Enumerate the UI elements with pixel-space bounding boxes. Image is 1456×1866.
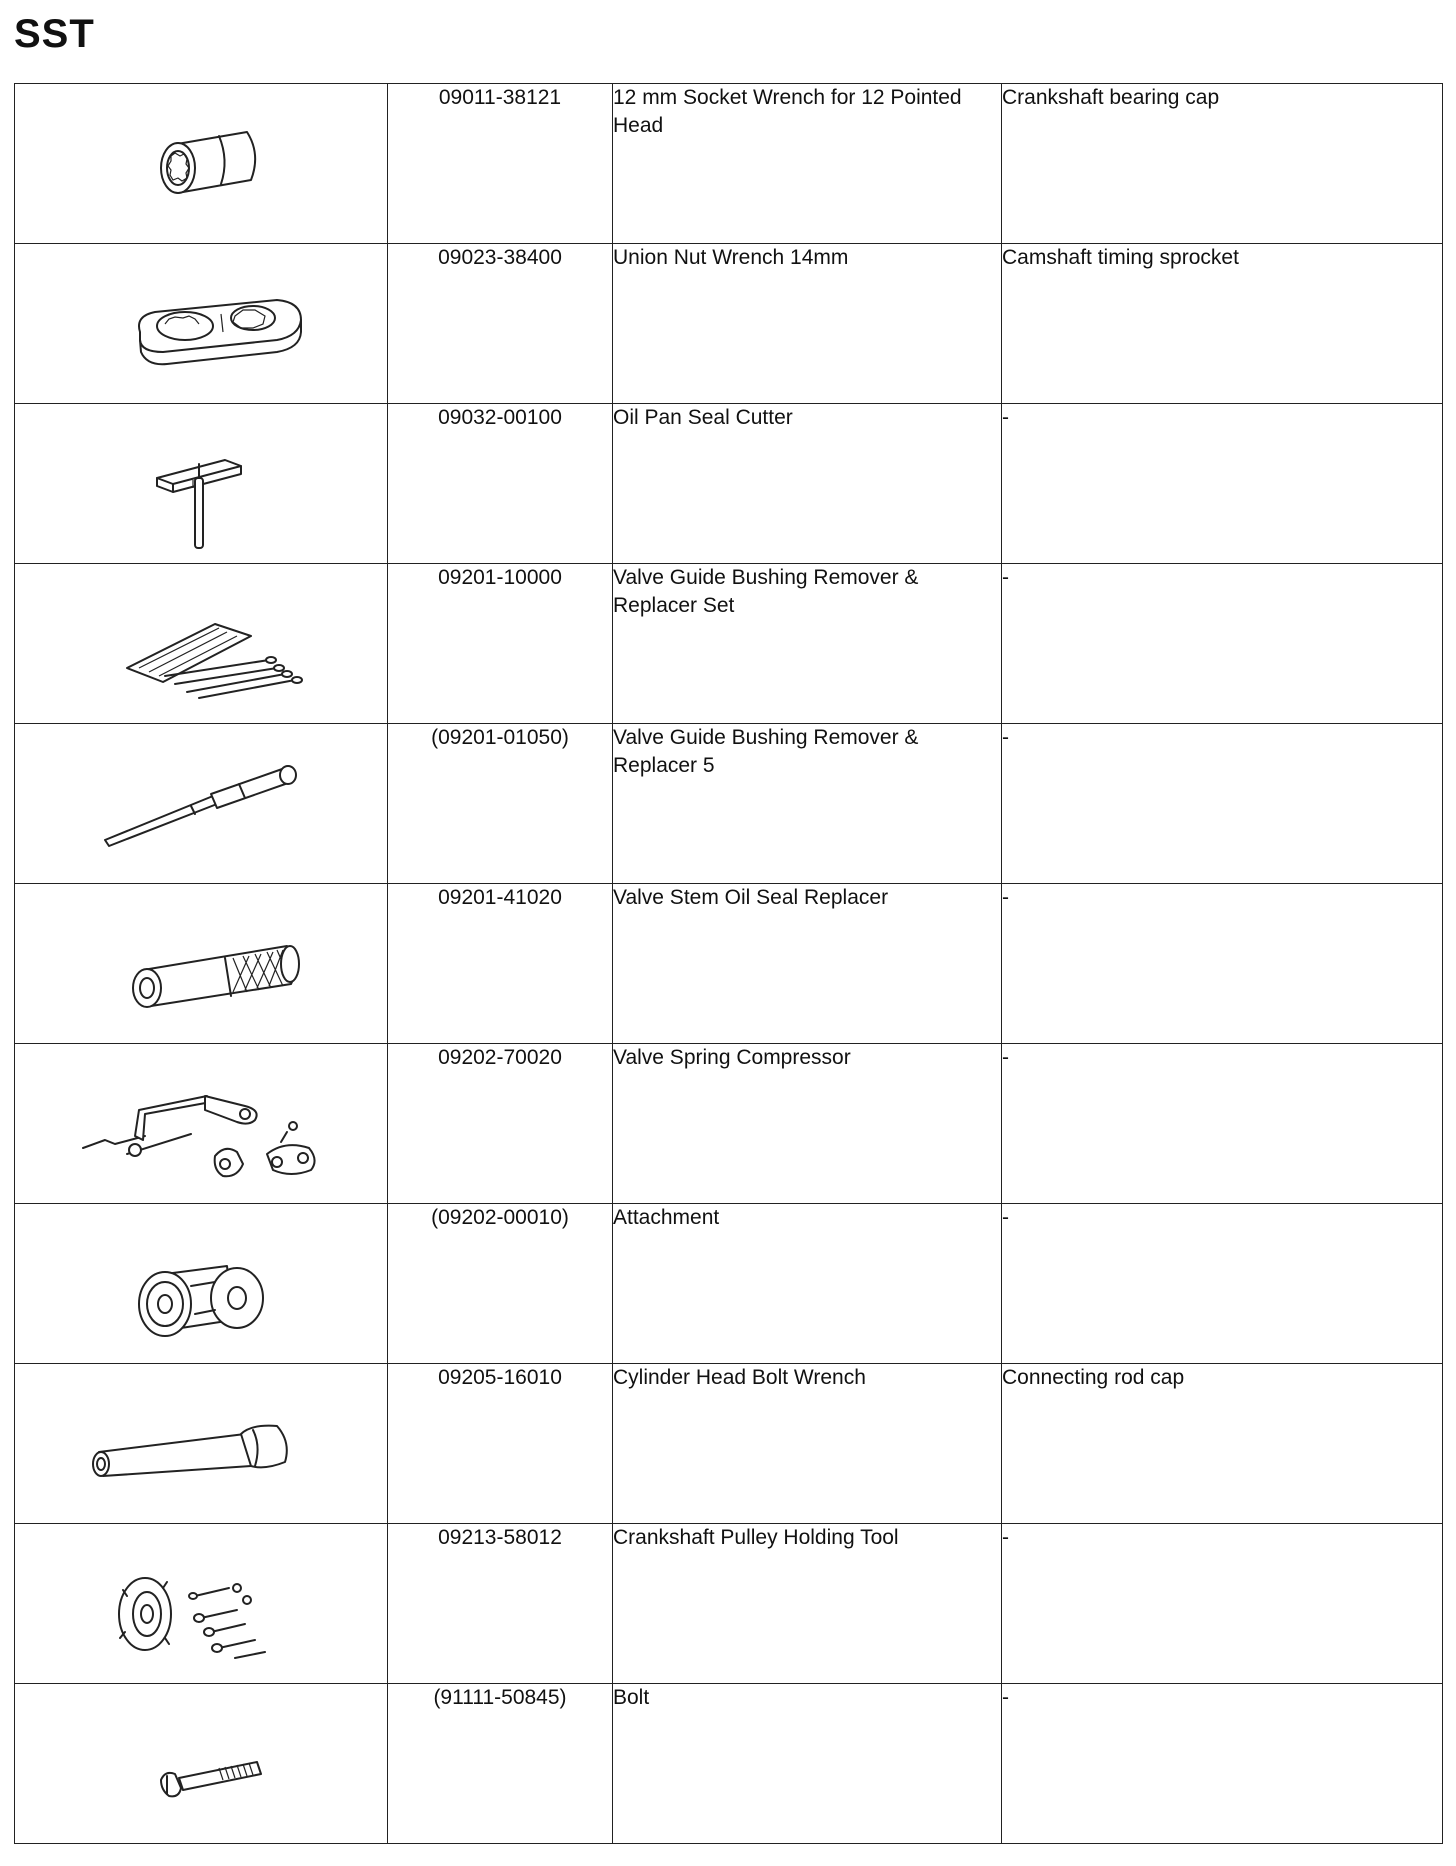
table-row: [15, 884, 1443, 1044]
table-row: [15, 1524, 1443, 1684]
tool-name: Attachment: [613, 1204, 1002, 1364]
union-nut-wrench-icon: [15, 244, 388, 403]
tool-illustration-cell: [15, 884, 388, 1044]
tool-name: Valve Spring Compressor: [613, 1044, 1002, 1204]
part-number: 09213-58012: [388, 1524, 613, 1684]
seal-cutter-icon: [15, 404, 388, 563]
tool-name: Valve Guide Bushing Remover & Replacer 5: [613, 724, 1002, 884]
spring-compressor-icon: [15, 1044, 388, 1203]
part-number: 09011-38121: [388, 84, 613, 244]
table-row: [15, 1204, 1443, 1364]
part-number: 09201-10000: [388, 564, 613, 724]
tool-name: Oil Pan Seal Cutter: [613, 404, 1002, 564]
tool-usage-note: Camshaft timing sprocket: [1002, 244, 1443, 404]
tool-name: Cylinder Head Bolt Wrench: [613, 1364, 1002, 1524]
tool-illustration-cell: [15, 1044, 388, 1204]
part-number: (09201-01050): [388, 724, 613, 884]
part-number: 09202-70020: [388, 1044, 613, 1204]
tool-name: Valve Stem Oil Seal Replacer: [613, 884, 1002, 1044]
bushing-remover-rod-icon: [15, 724, 388, 883]
tool-name: Union Nut Wrench 14mm: [613, 244, 1002, 404]
tool-illustration-cell: [15, 244, 388, 404]
tool-illustration-cell: [15, 1204, 388, 1364]
table-row: [15, 1364, 1443, 1524]
table-row: [15, 724, 1443, 884]
part-number: 09201-41020: [388, 884, 613, 1044]
sst-table: [14, 83, 1443, 1844]
table-row: [15, 564, 1443, 724]
tool-usage-note: -: [1002, 724, 1443, 884]
tool-usage-note: Connecting rod cap: [1002, 1364, 1443, 1524]
tool-usage-note: -: [1002, 1684, 1443, 1844]
part-number: (09202-00010): [388, 1204, 613, 1364]
part-number: 09205-16010: [388, 1364, 613, 1524]
tool-usage-note: -: [1002, 1204, 1443, 1364]
tool-name: Crankshaft Pulley Holding Tool: [613, 1524, 1002, 1684]
tool-illustration-cell: [15, 564, 388, 724]
tool-usage-note: -: [1002, 404, 1443, 564]
tool-name: 12 mm Socket Wrench for 12 Pointed Head: [613, 84, 1002, 244]
tool-usage-note: -: [1002, 884, 1443, 1044]
head-bolt-wrench-icon: [15, 1364, 388, 1523]
page-title: SST: [14, 12, 95, 56]
tool-name: Bolt: [613, 1684, 1002, 1844]
table-row: [15, 1044, 1443, 1204]
tool-illustration-cell: [15, 84, 388, 244]
tool-usage-note: -: [1002, 564, 1443, 724]
socket-wrench-icon: [15, 84, 388, 243]
part-number: (91111-50845): [388, 1684, 613, 1844]
table-row: [15, 404, 1443, 564]
part-number: 09023-38400: [388, 244, 613, 404]
part-number: 09032-00100: [388, 404, 613, 564]
table-row: [15, 84, 1443, 244]
attachment-icon: [15, 1204, 388, 1363]
tool-illustration-cell: [15, 724, 388, 884]
tool-usage-note: Crankshaft bearing cap: [1002, 84, 1443, 244]
tool-usage-note: -: [1002, 1524, 1443, 1684]
tool-illustration-cell: [15, 1364, 388, 1524]
bushing-set-icon: [15, 564, 388, 723]
knurled-sleeve-icon: [15, 884, 388, 1043]
table-row: [15, 244, 1443, 404]
table-row: [15, 1684, 1443, 1844]
pulley-holder-icon: [15, 1524, 388, 1683]
tool-name: Valve Guide Bushing Remover & Replacer Set: [613, 564, 1002, 724]
tool-illustration-cell: [15, 404, 388, 564]
tool-illustration-cell: [15, 1524, 388, 1684]
tool-usage-note: -: [1002, 1044, 1443, 1204]
bolt-icon: [15, 1684, 388, 1843]
tool-illustration-cell: [15, 1684, 388, 1844]
